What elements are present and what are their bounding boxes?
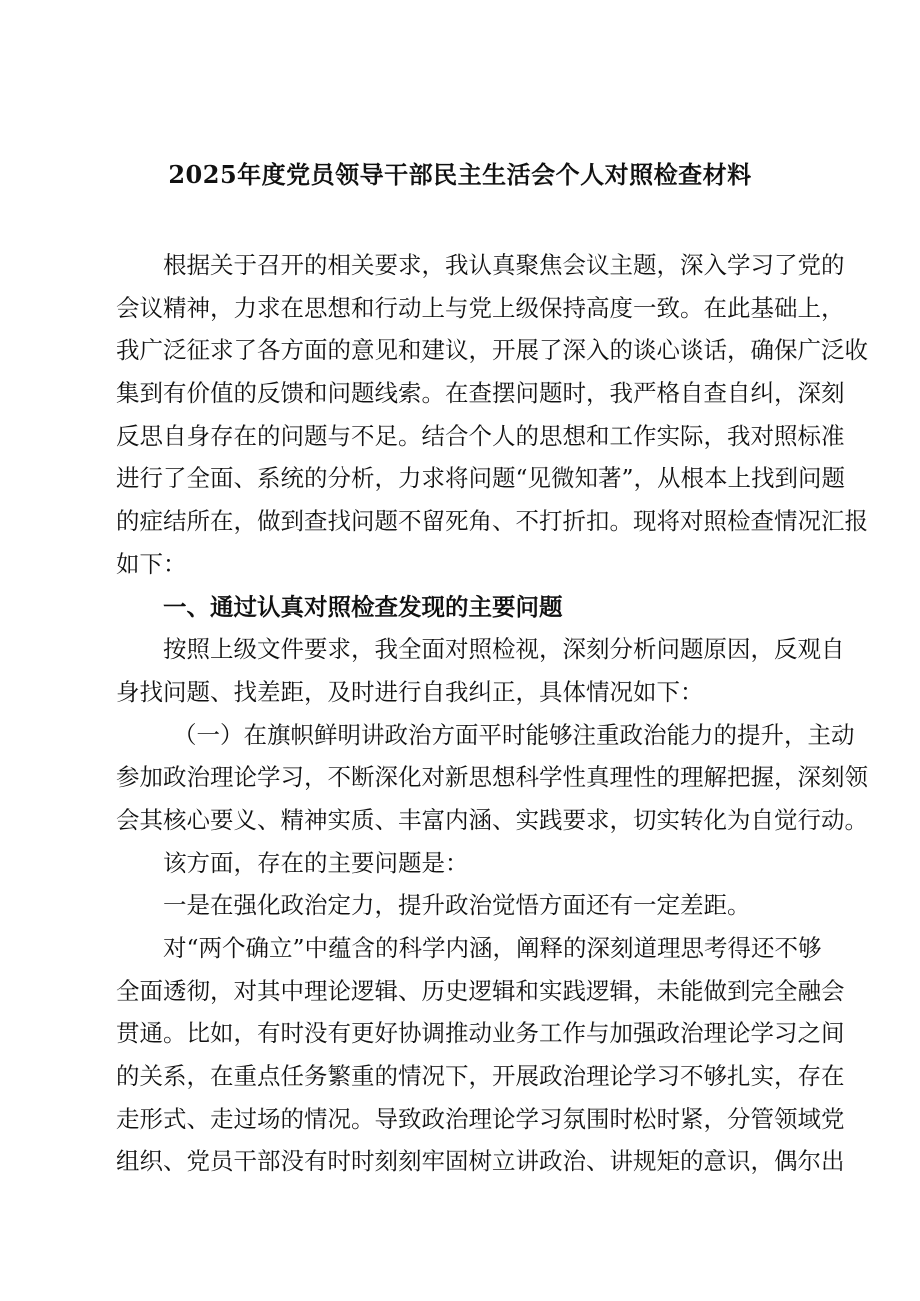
section-heading: 一、通过认真对照检查发现的主要问题 [163, 592, 563, 621]
paragraph-line: 按照上级文件要求，我全面对照检视，深刻分析问题原因，反观自 [163, 635, 845, 664]
paragraph-line: 走形式、走过场的情况。导致政治理论学习氛围时松时紧，分管领域党 [116, 1104, 845, 1133]
paragraph-line: 会议精神，力求在思想和行动上与党上级保持高度一致。在此基础上， [116, 293, 845, 322]
subsection-line: （一）在旗帜鲜明讲政治方面平时能够注重政治能力的提升，主动 [173, 720, 855, 749]
paragraph-line: 全面透彻，对其中理论逻辑、历史逻辑和实践逻辑，未能做到完全融会 [116, 976, 845, 1005]
paragraph-line: 组织、党员干部没有时时刻刻牢固树立讲政治、讲规矩的意识，偶尔出 [116, 1147, 845, 1176]
paragraph-line: 进行了全面、系统的分析，力求将问题“见微知著”，从根本上找到问题 [116, 464, 846, 493]
paragraph-line: 参加政治理论学习，不断深化对新思想科学性真理性的理解把握，深刻领 [116, 763, 868, 792]
paragraph-line: 根据关于召开的相关要求，我认真聚焦会议主题，深入学习了党的 [163, 251, 845, 279]
paragraph-line: 一是在强化政治定力，提升政治觉悟方面还有一定差距。 [163, 891, 751, 920]
document-body [116, 244, 868, 1183]
paragraph-line: 贯通。比如，有时没有更好协调推动业务工作与加强政治理论学习之间 [116, 1019, 845, 1048]
paragraph-line: 如下： [116, 549, 187, 578]
paragraph-line: 的症结所在，做到查找问题不留死角、不打折扣。现将对照检查情况汇报 [116, 507, 868, 536]
paragraph-line: 我广泛征求了各方面的意见和建议，开展了深入的谈心谈话，确保广泛收 [116, 336, 868, 365]
paragraph-line: 该方面，存在的主要问题是： [163, 848, 469, 877]
paragraph-line: 的关系，在重点任务繁重的情况下，开展政治理论学习不够扎实，存在 [116, 1062, 845, 1091]
paragraph-line: 身找问题、找差距，及时进行自我纠正，具体情况如下： [116, 677, 704, 706]
paragraph-line: 会其核心要义、精神实质、丰富内涵、实践要求，切实转化为自觉行动。 [116, 805, 868, 834]
document-title: 2025年度党员领导干部民主生活会个人对照检查材料 [168, 160, 752, 189]
paragraph-line: 集到有价值的反馈和问题线索。在查摆问题时，我严格自查自纠，深刻 [116, 379, 845, 408]
paragraph-line: 反思自身存在的问题与不足。结合个人的思想和工作实际，我对照标准 [116, 421, 845, 450]
paragraph-line: 对“两个确立”中蕴含的科学内涵，阐释的深刻道理思考得还不够 [163, 934, 822, 962]
